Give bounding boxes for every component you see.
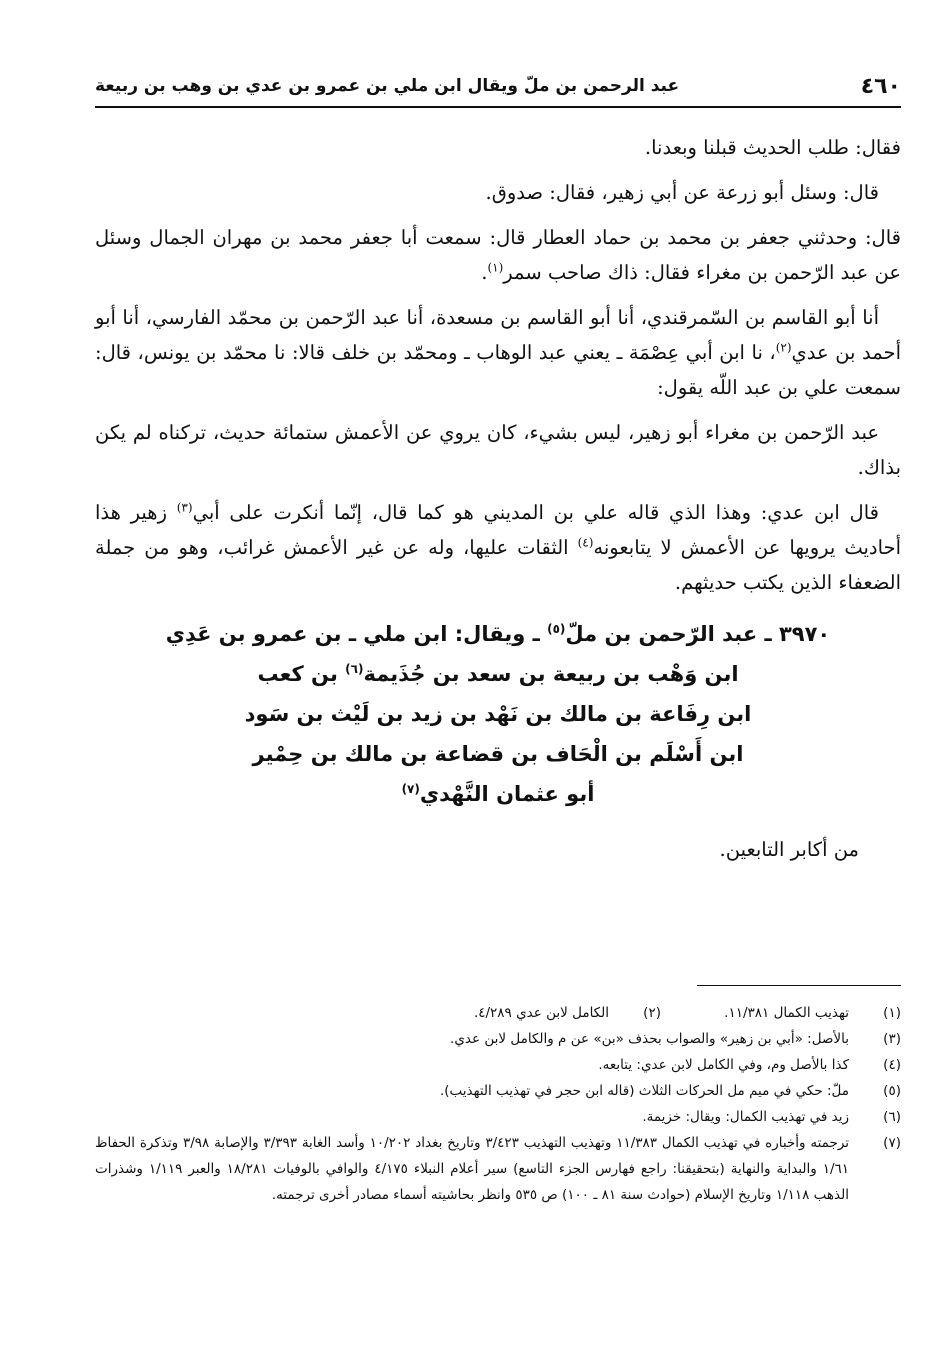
paragraph-5 bbox=[95, 415, 901, 485]
paragraph-2-text: قال: وسئل أبو زرعة عن أبي زهير، فقال: صدوق. bbox=[485, 181, 879, 204]
bio-line-4: ابن أَسْلَم بن الْحَاف بن قضاعة بن مالك بن حِمْير bbox=[252, 742, 744, 766]
bio-line-2 bbox=[95, 654, 901, 694]
footnote-2 bbox=[474, 1000, 661, 1026]
footnote-5-number: (٥) bbox=[883, 1083, 901, 1099]
footnote-ref-5[interactable]: (٥) bbox=[547, 622, 566, 636]
paragraph-1-text: فقال: طلب الحديث قبلنا وبعدنا. bbox=[644, 136, 901, 159]
paragraph-2 bbox=[95, 175, 901, 210]
footnote-ref-2[interactable]: (٢) bbox=[775, 340, 792, 355]
footnote-divider bbox=[697, 985, 901, 986]
footnote-row-1-2 bbox=[95, 1000, 901, 1026]
paragraph-6 bbox=[95, 495, 901, 600]
footnote-ref-6[interactable]: (٦) bbox=[345, 662, 364, 676]
footnote-6-number: (٦) bbox=[883, 1109, 901, 1125]
biography-heading bbox=[95, 614, 901, 814]
footnote-5 bbox=[95, 1078, 901, 1104]
paragraph-4 bbox=[95, 300, 901, 405]
footnote-7 bbox=[95, 1130, 901, 1208]
paragraph-6-text-a: قال ابن عدي: وهذا الذي قاله علي بن المديني هو كما قال، إنّما أنكرت على أبي bbox=[192, 501, 879, 524]
paragraph-4-text-a: أنا أبو القاسم بن السّمرقندي، أنا أبو القاسم بن مسعدة، أنا عبد الرّحمن بن محمّد الفارسي، أنا أبو أحمد بن عدي bbox=[95, 306, 901, 364]
footnote-2-text: الكامل لابن عدي ٤/٢٨٩. bbox=[473, 1005, 609, 1021]
running-head: عبد الرحمن بن ملّ ويقال ابن ملي بن عمرو بن عدي بن وهب بن ربيعة bbox=[95, 76, 680, 96]
footnote-6-text: زيد في تهذيب الكمال: ويقال: خزيمة. bbox=[642, 1109, 849, 1125]
footnote-ref-3[interactable]: (٣) bbox=[176, 500, 193, 515]
paragraph-3 bbox=[95, 220, 901, 290]
bio-line-1-a: ٣٩٧٠ ـ عبد الرّحمن بن ملّ bbox=[565, 622, 831, 646]
bio-line-5-a: أبو عثمان النَّهْدي bbox=[419, 782, 595, 806]
paragraph-1 bbox=[95, 130, 901, 165]
paragraph-4-text-b: ، نا ابن أبي عِصْمَة ـ يعني عبد الوهاب ـ ومحمّد بن خلف قالا: نا محمّد بن يونس، قال: سمعت علي بن عبد اللّه يقول: bbox=[95, 341, 901, 399]
footnote-4 bbox=[95, 1052, 901, 1078]
page-number: ٤٦٠ bbox=[860, 73, 901, 99]
footnote-3-number: (٣) bbox=[883, 1031, 901, 1047]
paragraph-5-text: عبد الرّحمن بن مغراء أبو زهير، ليس بشيء، كان يروي عن الأعمش ستمائة حديث، تركناه لم يكن بذاك. bbox=[95, 421, 901, 479]
main-text bbox=[95, 130, 901, 867]
paragraph-7-text: من أكابر التابعين. bbox=[719, 838, 859, 861]
footnote-1-number: (١) bbox=[883, 1005, 901, 1021]
paragraph-3-text: قال: وحدثني جعفر بن محمد بن حماد العطار قال: سمعت أبا جعفر محمد بن مهران الجمال وسئل عن عبد الرّحمن بن مغراء فقال: ذاك صاحب سمر bbox=[95, 226, 901, 284]
paragraph-3-end: . bbox=[481, 261, 488, 284]
page-header bbox=[95, 66, 901, 108]
footnote-1 bbox=[661, 1000, 901, 1026]
footnote-6 bbox=[95, 1104, 901, 1130]
paragraph-6-text-b: زهير هذا أحاديث يرويها عن الأعمش لا يتابعونه bbox=[95, 501, 902, 559]
footnote-ref-1[interactable]: (١) bbox=[487, 260, 504, 275]
footnote-3 bbox=[95, 1026, 901, 1052]
footnote-3-text: بالأصل: «أبي بن زهير» والصواب بحذف «بن» عن م والكامل لابن عدي. bbox=[450, 1031, 849, 1047]
footnote-5-text: ملّ: حكي في ميم مل الحركات الثلاث (قاله ابن حجر في تهذيب التهذيب). bbox=[439, 1083, 849, 1099]
footnote-4-number: (٤) bbox=[883, 1057, 901, 1073]
bio-line-3: ابن رِفَاعة بن مالك بن نَهْد بن زيد بن لَيْث بن سَود bbox=[244, 702, 752, 726]
footnote-ref-4[interactable]: (٤) bbox=[577, 535, 594, 550]
footnote-4-text: كذا بالأصل وم، وفي الكامل لابن عدي: يتابعه. bbox=[598, 1057, 849, 1073]
bio-line-2-b: بن كعب bbox=[257, 662, 346, 686]
footnote-2-number: (٢) bbox=[643, 1005, 661, 1021]
footnote-1-text: تهذيب الكمال ١١/٣٨١. bbox=[724, 1005, 849, 1021]
bio-line-1 bbox=[95, 614, 901, 654]
paragraph-6-text-c: الثقات عليها، وله عن غير الأعمش غرائب، وهو من جملة الضعفاء الذين يكتب حديثهم. bbox=[95, 536, 901, 594]
bio-line-2-a: ابن وَهْب بن ربيعة بن سعد بن جُذَيمة bbox=[363, 662, 739, 686]
bio-line-5 bbox=[95, 774, 901, 814]
paragraph-7 bbox=[95, 832, 901, 867]
footnote-7-number: (٧) bbox=[883, 1135, 901, 1151]
bio-line-1-b: ـ ويقال: ابن ملي ـ بن عمرو بن عَدِي bbox=[165, 622, 548, 646]
footnote-ref-7[interactable]: (٧) bbox=[401, 782, 420, 796]
footnote-7-text: ترجمته وأخباره في تهذيب الكمال ١١/٣٨٣ وتهذيب التهذيب ٣/٤٢٣ وتاريخ بغداد ١٠/٢٠٢ وأسد الغابة ٣/٣٩٣ والإصابة ٣/٩٨ وتذكرة الحفاظ ١/٦١ والبداية والنهاية (بتحقيقنا: راجع فهارس الجزء التاسع) سير أعلام النبلاء ٤/١٧٥ والوافي بالوفيات ١٨/٢٨١ والعبر ١/١١٩ وشذرات الذهب ١/١١٨ وتاريخ الإسلام (حوادث سنة ٨١ ـ ١٠٠) ص ٥٣٥ وانظر بحاشيته أسماء مصادر أخرى ترجمته. bbox=[95, 1135, 850, 1203]
footnotes bbox=[95, 1000, 901, 1208]
